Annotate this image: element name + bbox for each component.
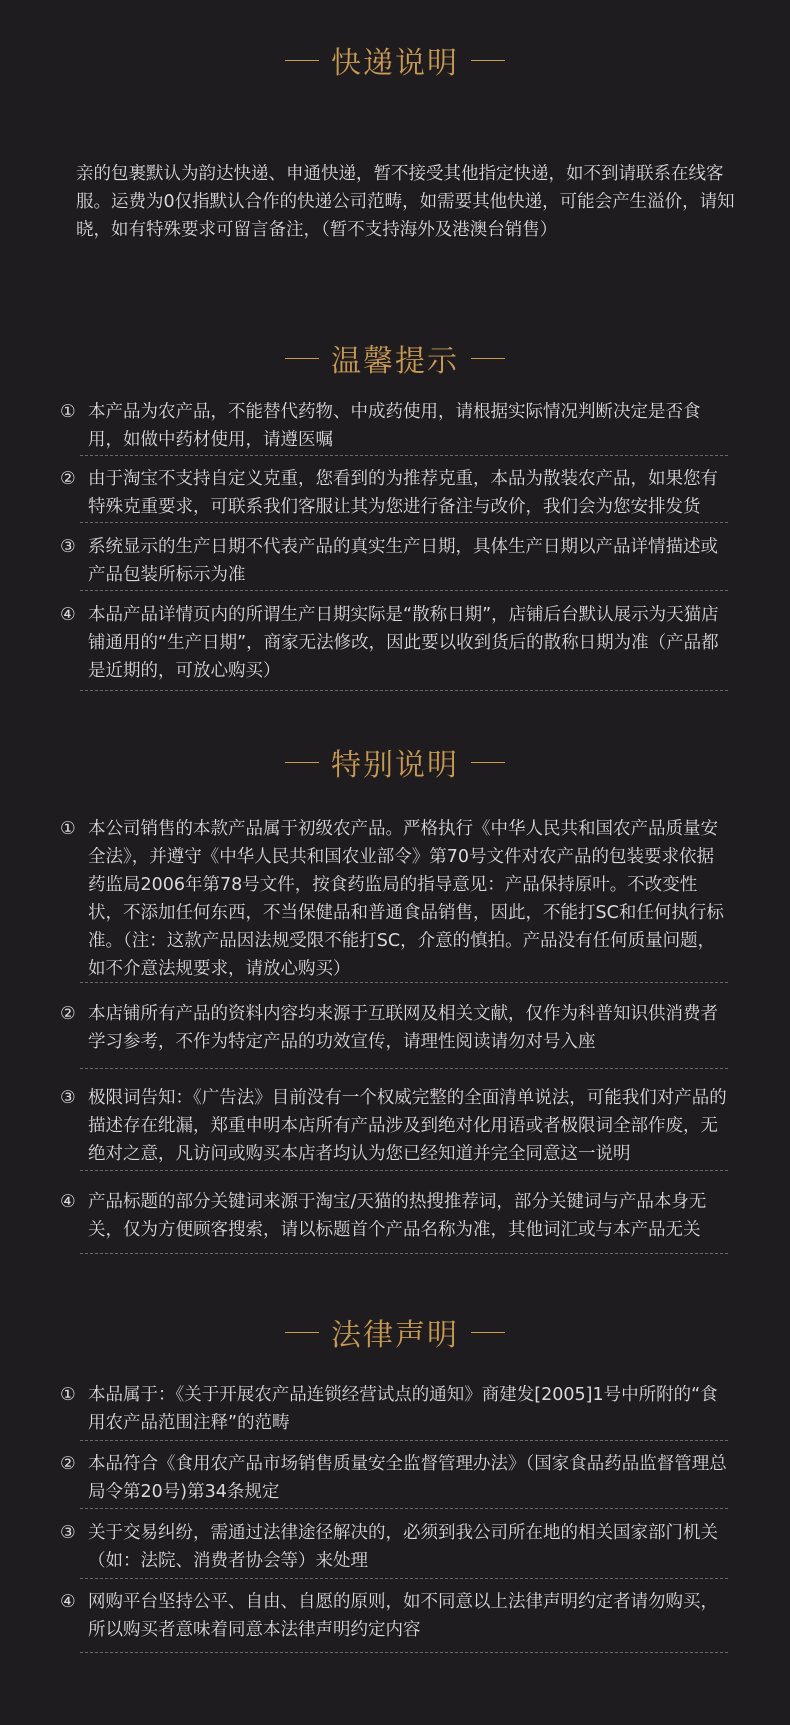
item-number: ④ — [60, 1192, 76, 1212]
item-text: 本公司销售的本款产品属于初级农产品。严格执行《中华人民共和国农产品质量安全法》，并遵守《中华人民共和国农业部令》第70号文件对农产品的包装要求依据药监局2006年第78号文件，按食药监局的指导意见：产品保持原叶。不改变性状，不添加任何东西，不当保健品和普通食品销售，因此，不能打SC和任何执行标准。（注：这款产品因法规受限不能打SC，介意的慎拍。产品没有任何质量问题，如不介意法规要求，请放心购买） — [88, 819, 724, 979]
item-number: ③ — [60, 1523, 76, 1543]
legal-title: 法律声明 — [331, 1318, 459, 1353]
item-number: ① — [60, 1385, 76, 1405]
title-rule-right — [471, 358, 505, 359]
title-rule-right — [471, 762, 505, 763]
title-rule-left — [285, 1332, 319, 1333]
item-number: ③ — [60, 1088, 76, 1108]
item-number: ③ — [60, 537, 76, 557]
dashed-divider — [80, 1652, 728, 1653]
special-item-1 — [60, 815, 730, 983]
title-rule-left — [285, 358, 319, 359]
title-rule-left — [285, 762, 319, 763]
dashed-divider — [80, 1253, 728, 1254]
item-number: ④ — [60, 1592, 76, 1612]
legal-item-1 — [60, 1381, 730, 1437]
dashed-divider — [80, 690, 728, 691]
special-title: 特别说明 — [331, 748, 459, 783]
tips-item-3 — [60, 533, 730, 589]
item-number: ② — [60, 1004, 76, 1024]
item-text: 本品符合《食用农产品市场销售质量安全监督管理办法》（国家食品药品监督管理总局令第20号)第34条规定 — [88, 1454, 727, 1502]
special-item-2 — [60, 1000, 730, 1056]
item-text: 本店铺所有产品的资料内容均来源于互联网及相关文献，仅作为科普知识供消费者学习参考，不作为特定产品的功效宣传，请理性阅读请勿对号入座 — [88, 1004, 718, 1052]
express-text: 亲的包裹默认为韵达快递、申通快递，暂不接受其他指定快递，如不到请联系在线客服。运费为0仅指默认合作的快递公司范畴，如需要其他快递，可能会产生溢价，请知晓，如有特殊要求可留言备注，（暂不支持海外及港澳台销售） — [76, 164, 735, 240]
dashed-divider — [80, 1068, 728, 1069]
item-text: 本产品为农产品，不能替代药物、中成药使用，请根据实际情况判断决定是否食用，如做中药材使用，请遵医嘱 — [88, 402, 701, 450]
legal-section-title — [0, 1310, 790, 1354]
item-text: 网购平台坚持公平、自由、自愿的原则，如不同意以上法律声明约定者请勿购买，所以购买者意味着同意本法律声明约定内容 — [88, 1592, 718, 1640]
dashed-divider — [80, 982, 728, 983]
tips-title: 温馨提示 — [331, 344, 459, 379]
dashed-divider — [80, 1440, 728, 1441]
item-text: 系统显示的生产日期不代表产品的真实生产日期，具体生产日期以产品详情描述或产品包装所标示为准 — [88, 537, 718, 585]
item-number: ① — [60, 402, 76, 422]
item-text: 极限词告知：《广告法》目前没有一个权威完整的全面清单说法，可能我们对产品的描述存在纰漏，郑重申明本店所有产品涉及到绝对化用语或者极限词全部作废，无绝对之意，凡访问或购买本店者均认为您已经知道并完全同意这一说明 — [88, 1088, 727, 1164]
legal-item-2 — [60, 1450, 730, 1506]
dashed-divider — [80, 590, 728, 591]
dashed-divider — [80, 522, 728, 523]
dashed-divider — [80, 1170, 728, 1171]
dashed-divider — [80, 1508, 728, 1509]
item-number: ① — [60, 819, 76, 839]
title-rule-right — [471, 1332, 505, 1333]
tips-item-2 — [60, 465, 730, 521]
tips-item-1 — [60, 398, 730, 454]
tips-item-4 — [60, 601, 730, 685]
special-item-4 — [60, 1188, 730, 1244]
item-text: 由于淘宝不支持自定义克重，您看到的为推荐克重，本品为散装农产品，如果您有特殊克重要求，可联系我们客服让其为您进行备注与改价，我们会为您安排发货 — [88, 469, 718, 517]
item-text: 关于交易纠纷，需通过法律途径解决的，必须到我公司所在地的相关国家部门机关（如：法院、消费者协会等）来处理 — [88, 1523, 718, 1571]
tips-section-title — [0, 336, 790, 380]
special-item-3 — [60, 1084, 730, 1168]
legal-item-4 — [60, 1588, 730, 1644]
express-title: 快递说明 — [331, 46, 459, 81]
item-text: 本品产品详情页内的所谓生产日期实际是“散称日期”，店铺后台默认展示为天猫店铺通用的“生产日期”，商家无法修改，因此要以收到货后的散称日期为准（产品都是近期的，可放心购买） — [88, 605, 719, 681]
item-number: ④ — [60, 605, 76, 625]
title-rule-right — [471, 60, 505, 61]
dashed-divider — [80, 1578, 728, 1579]
title-rule-left — [285, 60, 319, 61]
express-section-title — [0, 38, 790, 82]
special-section-title — [0, 740, 790, 784]
legal-item-3 — [60, 1519, 730, 1575]
item-number: ② — [60, 1454, 76, 1474]
item-text: 本品属于：《关于开展农产品连锁经营试点的通知》商建发[2005]1号中所附的“食用农产品范围注释”的范畴 — [88, 1385, 718, 1433]
item-number: ② — [60, 469, 76, 489]
dashed-divider — [80, 455, 728, 456]
item-text: 产品标题的部分关键词来源于淘宝/天猫的热搜推荐词，部分关键词与产品本身无关，仅为方便顾客搜索，请以标题首个产品名称为准，其他词汇或与本产品无关 — [88, 1192, 707, 1240]
